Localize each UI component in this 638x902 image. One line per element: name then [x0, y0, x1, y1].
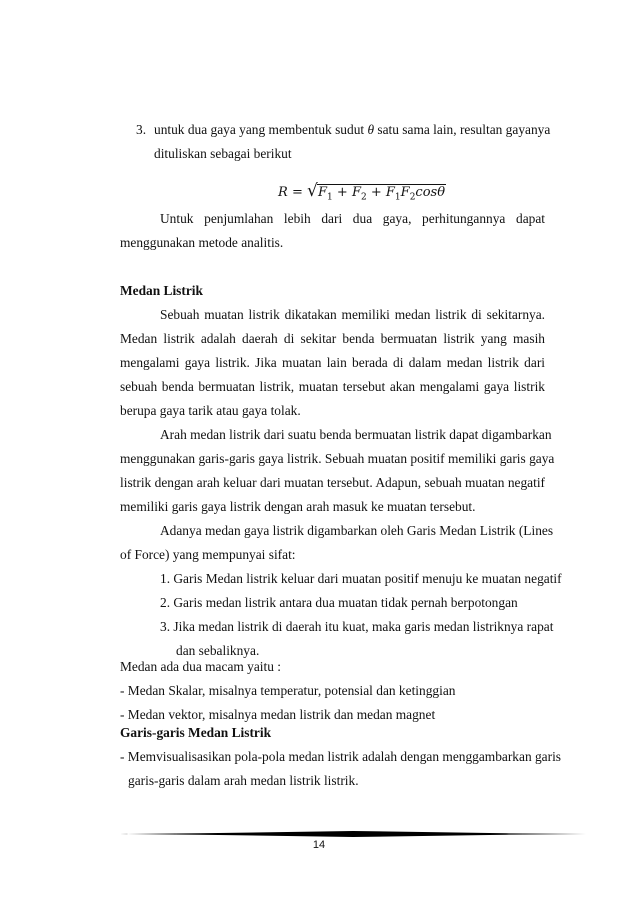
sqrt-sign: √: [306, 181, 318, 201]
section2-line2: garis-garis dalam arah medan listrik listrik.: [128, 773, 359, 788]
theta-symbol: θ: [367, 122, 375, 137]
formula-equals: =: [291, 185, 303, 200]
property-item-2: 2. Garis medan listrik antara dua muatan tidak pernah berpotongan: [160, 595, 518, 610]
section2-line1: - Memvisualisasikan pola-pola medan listrik adalah dengan menggambarkan garis: [120, 749, 562, 764]
list-number-3: 3.: [136, 122, 147, 137]
p2-line3: listrik dengan arah keluar dari muatan tersebut. Adapun, sebuah muatan negatif: [120, 475, 545, 490]
resultant-formula: [278, 181, 446, 203]
field-type-scalar: - Medan Skalar, misalnya temperatur, potensial dan ketinggian: [120, 683, 456, 698]
property-item-3: 3. Jika medan listrik di daerah itu kuat, maka garis medan listriknya rapat: [160, 619, 554, 634]
footer-rule: [120, 831, 586, 837]
para-untuk-line1: Untuk penjumlahan lebih dari dua gaya, perhitungannya dapat: [160, 211, 545, 226]
sqrt-body: $F_1 + F_2 + F_1F_2\cos\theta$: [317, 185, 446, 203]
item3-line2: dituliskan sebagai berikut: [154, 146, 292, 161]
p1-line2: Medan listrik adalah daerah di sekitar benda bermuatan listrik yang masih: [120, 331, 545, 346]
square-root: [306, 181, 446, 203]
p1-line4: sebuah benda bermuatan listrik, muatan tersebut akan mengalami gaya listrik: [120, 379, 545, 394]
section-heading-medan-listrik: Medan Listrik: [120, 283, 203, 298]
p3-line1: Adanya medan gaya listrik digambarkan oleh Garis Medan Listrik (Lines: [160, 523, 554, 538]
p1-line3: mengalami gaya listrik. Jika muatan lain berada di dalam medan listrik dari: [120, 355, 545, 370]
p2-line4: memiliki garis gaya listrik dengan arah masuk ke muatan tersebut.: [120, 499, 476, 514]
p1-line5: berupa gaya tarik atau gaya tolak.: [120, 403, 301, 418]
p3-line2: of Force) yang mempunyai sifat:: [120, 547, 296, 562]
formula-lhs: R: [278, 185, 288, 200]
field-type-vector: - Medan vektor, misalnya medan listrik dan medan magnet: [120, 707, 436, 722]
para-untuk-line2: menggunakan metode analitis.: [120, 235, 284, 250]
page-number: 14: [312, 839, 326, 851]
item3-line1: [154, 122, 551, 138]
section-heading-garis-medan: Garis-garis Medan Listrik: [120, 725, 272, 740]
property-item-3-cont: dan sebaliknya.: [176, 643, 260, 658]
p1-line1: Sebuah muatan listrik dikatakan memiliki medan listrik di sekitarnya.: [160, 307, 545, 322]
item3-text-b: satu sama lain, resultan gayanya: [374, 122, 551, 137]
p2-line1: Arah medan listrik dari suatu benda bermuatan listrik dapat digambarkan: [160, 427, 552, 442]
p2-line2: menggunakan garis-garis gaya listrik. Sebuah muatan positif memiliki garis gaya: [120, 451, 555, 466]
item3-text-a: untuk dua gaya yang membentuk sudut: [154, 122, 368, 137]
field-types-intro: Medan ada dua macam yaitu :: [120, 659, 281, 674]
property-item-1: 1. Garis Medan listrik keluar dari muatan positif menuju ke muatan negatif: [160, 571, 562, 586]
